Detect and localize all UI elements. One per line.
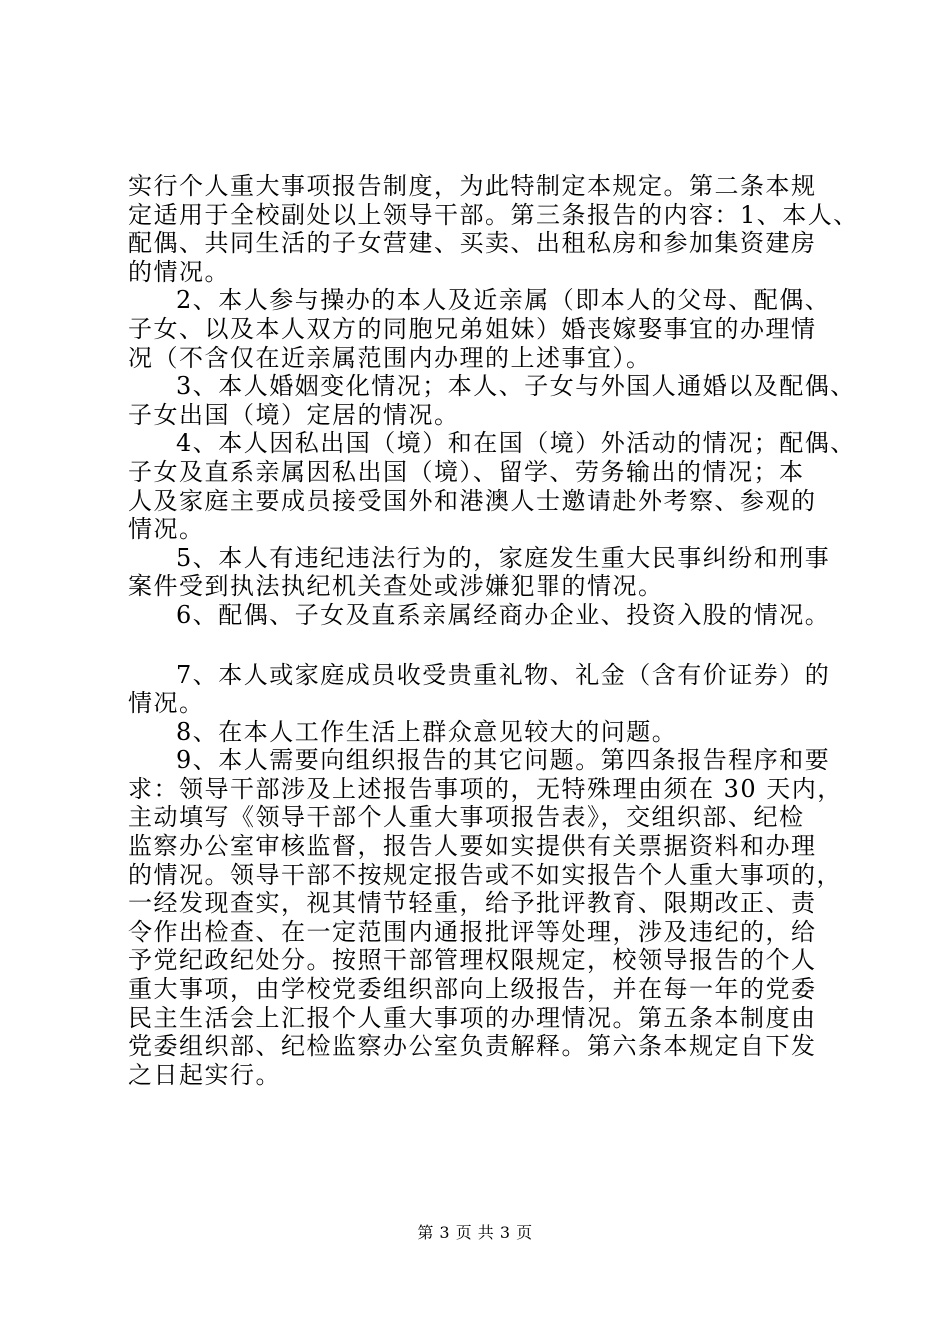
text-line: 2、本人参与操办的本人及近亲属（即本人的父母、配偶、 <box>176 286 831 315</box>
text-line: 令作出检查、在一定范围内通报批评等处理，涉及违纪的，给 <box>128 917 817 946</box>
text-line: 人及家庭主要成员接受国外和港澳人士邀请赴外考察、参观的 <box>128 486 817 515</box>
text-line: 9、本人需要向组织报告的其它问题。第四条报告程序和要 <box>176 746 831 775</box>
text-line: 7、本人或家庭成员收受贵重礼物、礼金（含有价证券）的 <box>176 660 831 689</box>
text-line: 民主生活会上汇报个人重大事项的办理情况。第五条本制度由 <box>128 1003 817 1032</box>
text-line: 党委组织部、纪检监察办公室负责解释。第六条本规定自下发 <box>128 1032 817 1061</box>
text-line: 之日起实行。 <box>128 1060 281 1089</box>
text-line: 8、在本人工作生活上群众意见较大的问题。 <box>176 717 678 746</box>
text-line: 况（不含仅在近亲属范围内办理的上述事宜）。 <box>128 343 652 372</box>
text-line: 一经发现查实，视其情节轻重，给予批评教育、限期改正、责 <box>128 889 817 918</box>
text-line: 情况。 <box>128 689 205 718</box>
document-body <box>128 172 859 1089</box>
text-line: 案件受到执法执纪机关查处或涉嫌犯罪的情况。 <box>128 572 664 601</box>
page-number: 第 3 页 共 3 页 <box>417 1223 533 1242</box>
text-line: 求：领导干部涉及上述报告事项的，无特殊理由须在 30 天内， <box>128 774 843 803</box>
text-line: 配偶、共同生活的子女营建、买卖、出租私房和参加集资建房 <box>128 229 817 258</box>
text-line: 重大事项，由学校党委组织部向上级报告，并在每一年的党委 <box>128 975 817 1004</box>
text-line: 的情况。领导干部不按规定报告或不如实报告个人重大事项的， <box>128 860 842 889</box>
text-line: 子女、以及本人双方的同胞兄弟姐妹）婚丧嫁娶事宜的办理情 <box>128 314 817 343</box>
text-line: 的情况。 <box>128 257 230 286</box>
text-line: 情况。 <box>128 515 205 544</box>
text-line: 定适用于全校副处以上领导干部。第三条报告的内容：1、本人、 <box>128 200 859 229</box>
text-line: 6、配偶、子女及直系亲属经商办企业、投资入股的情况。 <box>176 600 831 629</box>
text-line: 4、本人因私出国（境）和在国（境）外活动的情况；配偶、 <box>176 429 856 458</box>
text-line: 实行个人重大事项报告制度，为此特制定本规定。第二条本规 <box>128 172 817 200</box>
text-line: 5、本人有违纪违法行为的，家庭发生重大民事纠纷和刑事 <box>176 543 831 572</box>
text-line: 子女及直系亲属因私出国（境）、留学、劳务输出的情况；本 <box>128 457 805 486</box>
text-line: 予党纪政纪处分。按照干部管理权限规定，校领导报告的个人 <box>128 946 817 975</box>
text-line: 子女出国（境）定居的情况。 <box>128 400 460 429</box>
text-line: 监察办公室审核监督，报告人要如实提供有关票据资料和办理 <box>128 832 817 861</box>
text-line: 主动填写《领导干部个人重大事项报告表》，交组织部、纪检 <box>128 803 805 832</box>
text-line: 3、本人婚姻变化情况；本人、子女与外国人通婚以及配偶、 <box>176 372 856 401</box>
paragraph-gap <box>128 630 834 661</box>
